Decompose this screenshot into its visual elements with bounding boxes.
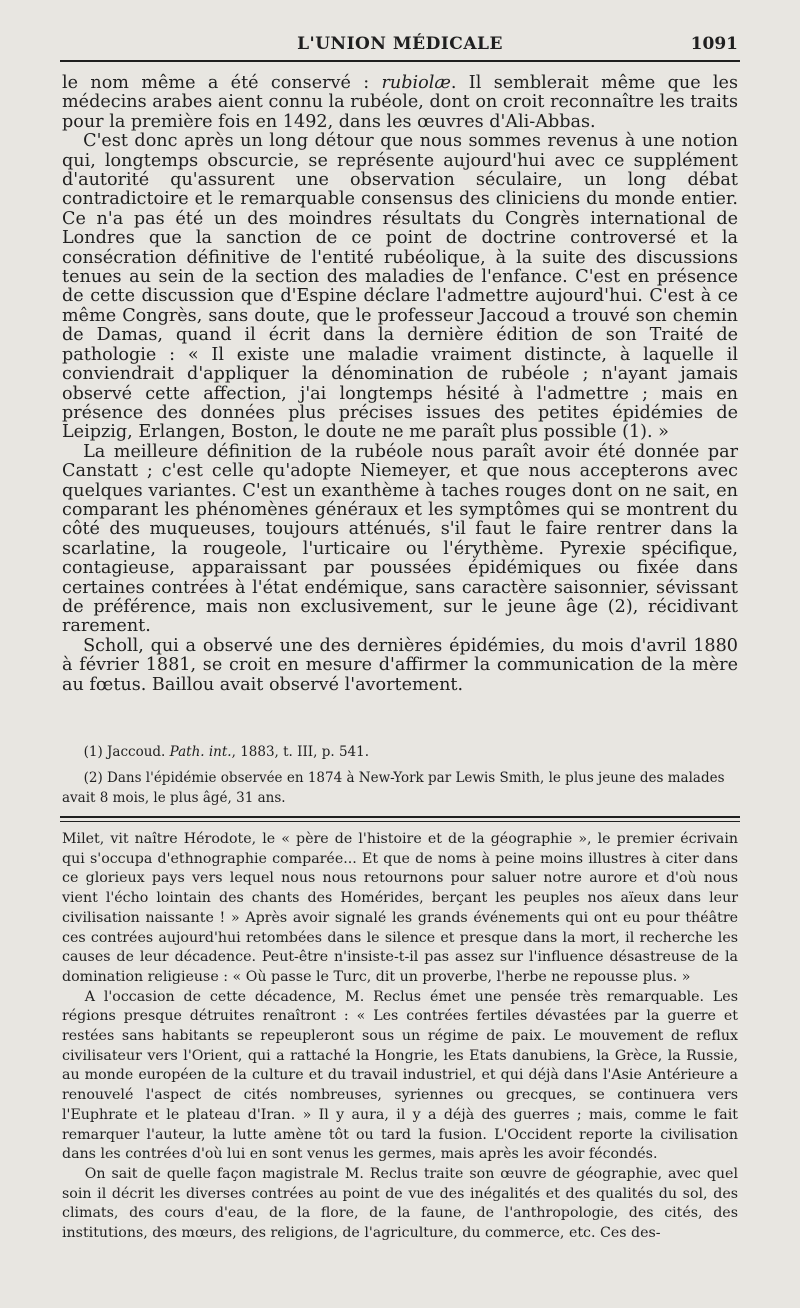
footnote-1: (1) Jaccoud. Path. int., 1883, t. III, p. 541. xyxy=(83,744,370,760)
feuilleton-text xyxy=(62,830,738,1244)
footnotes xyxy=(62,742,738,808)
running-header xyxy=(62,30,738,60)
section-divider xyxy=(60,816,740,818)
journal-title: L'UNION MÉDICALE xyxy=(297,34,503,54)
italic-term: rubiolæ xyxy=(381,73,451,93)
header-rule xyxy=(60,60,740,62)
section-divider-thin xyxy=(60,821,740,822)
paragraph: Milet, vit naître Hérodote, le « père de l'histoire et de la géographie », le premier écrivain qui s'occupa d'ethnographie comparée... Et que de noms à peine moins illustres à citer dans ce glorieux pays vers lequel nous nous retournons pour saluer notre aurore et d'où nous vient l'écho lointain des chants des Homérides, berçant les peuples nos aïeux dans leur civilisation naissante ! » Après avoir signalé les grands événements qui ont eu pour théâtre ces contrées aujourd'hui retombées dans le silence et presque dans la mort, il recherche les causes de leur décadence. Peut-être n'insiste-t-il pas assez sur l'influence désastreuse de la domination religieuse : « Où passe le Turc, dit un proverbe, l'herbe ne repousse plus. » xyxy=(62,831,738,985)
footnote-2: (2) Dans l'épidémie observée en 1874 à New-York par Lewis Smith, le plus jeune des malades avait 8 mois, le plus âgé, 31 ans. xyxy=(62,770,725,806)
paragraph: A l'occasion de cette décadence, M. Reclus émet une pensée très remarquable. Les régions presque détruites renaîtront : « Les contrées fertiles dévastées par la guerre et restées sans habitants se repeupleront sous un régime de paix. Le mouvement de reflux civilisateur vers l'Orient, qui a rattaché la Hongrie, les Etats danubiens, la Grèce, la Russie, au monde européen de la culture et du travail industriel, et qui déjà dans l'Asie Antérieure a renouvelé l'aspect de cités nombreuses, syriennes ou grecques, se continuera vers l'Euphrate et le plateau d'Iran. » Il y aura, il y a déjà des guerres ; mais, comme le fait remarquer l'auteur, la lutte amène tôt ou tard la fusion. L'Occident reporte la civilisation dans les contrées d'où lui en sont venus les germes, mais après les avoir fécondés. xyxy=(62,988,738,1163)
paragraph: Scholl, qui a observé une des dernières épidémies, du mois d'avril 1880 à février 1881, se croit en mesure d'affirmer la communication de la mère au fœtus. Baillou avait observé l'avortement. xyxy=(62,635,738,695)
paragraph: On sait de quelle façon magistrale M. Reclus traite son œuvre de géographie, avec quel soin il décrit les diverses contrées au point de vue des inégalités et des qualités du sol, des climats, des cours d'eau, de la flore, de la faune, de l'anthropologie, des cités, des institutions, des mœurs, des religions, de l'agriculture, du commerce, etc. Ces des- xyxy=(62,1165,738,1242)
main-text xyxy=(62,74,738,695)
paragraph: C'est donc après un long détour que nous sommes revenus à une notion qui, longtemps obscurcie, se représente aujourd'hui avec ce supplément d'autorité qu'assurent une observation séculaire, un long débat contradictoire et le remarquable consensus des cliniciens du monde entier. Ce n'a pas été un des moindres résultats du Congrès international de Londres que la sanction de ce point de doctrine controversé et la consécration définitive de l'entité rubéolique, à la suite des discussions tenues au sein de la section des maladies de l'enfance. C'est en présence de cette discussion que d'Espine déclare l'admettre aujourd'hui. C'est à ce même Congrès, sans doute, que le professeur Jaccoud a trouvé son chemin de Damas, quand il écrit dans la dernière édition de son Traité de pathologie : « Il existe une maladie vraiment distincte, à laquelle il conviendrait d'appliquer la dénomination de rubéole ; n'ayant jamais observé cette affection, j'ai longtemps hésité à l'admettre ; mais en présence des données plus précises issues des petites épidémies de Leipzig, Erlangen, Boston, le doute ne me paraît plus possible (1). » xyxy=(62,131,738,443)
paragraph: La meilleure définition de la rubéole nous paraît avoir été donnée par Canstatt ; c'est celle qu'adopte Niemeyer, et que nous accepterons avec quelques variantes. C'est un exanthème à taches rouges dont on ne sait, en comparant les phénomènes généraux et les symptômes qui se montrent du côté des muqueuses, toujours atténués, s'il faut le faire rentrer dans la scarlatine, la rougeole, l'urticaire ou l'érythème. Pyrexie spécifique, contagieuse, apparaissant par poussées épidémiques ou fixée dans certaines contrées à l'état endémique, sans caractère saisonnier, sévissant de préférence, mais non exclusivement, sur le jeune âge (2), récidivant rarement. xyxy=(62,441,738,637)
paragraph: le nom même a été conservé : rubiolæ. Il semblerait même que les médecins arabes aient connu la rubéole, dont on croit reconnaître les traits pour la première fois en 1492, dans les œuvres d'Ali-Abbas. xyxy=(62,73,739,132)
page-number: 1091 xyxy=(690,34,738,54)
